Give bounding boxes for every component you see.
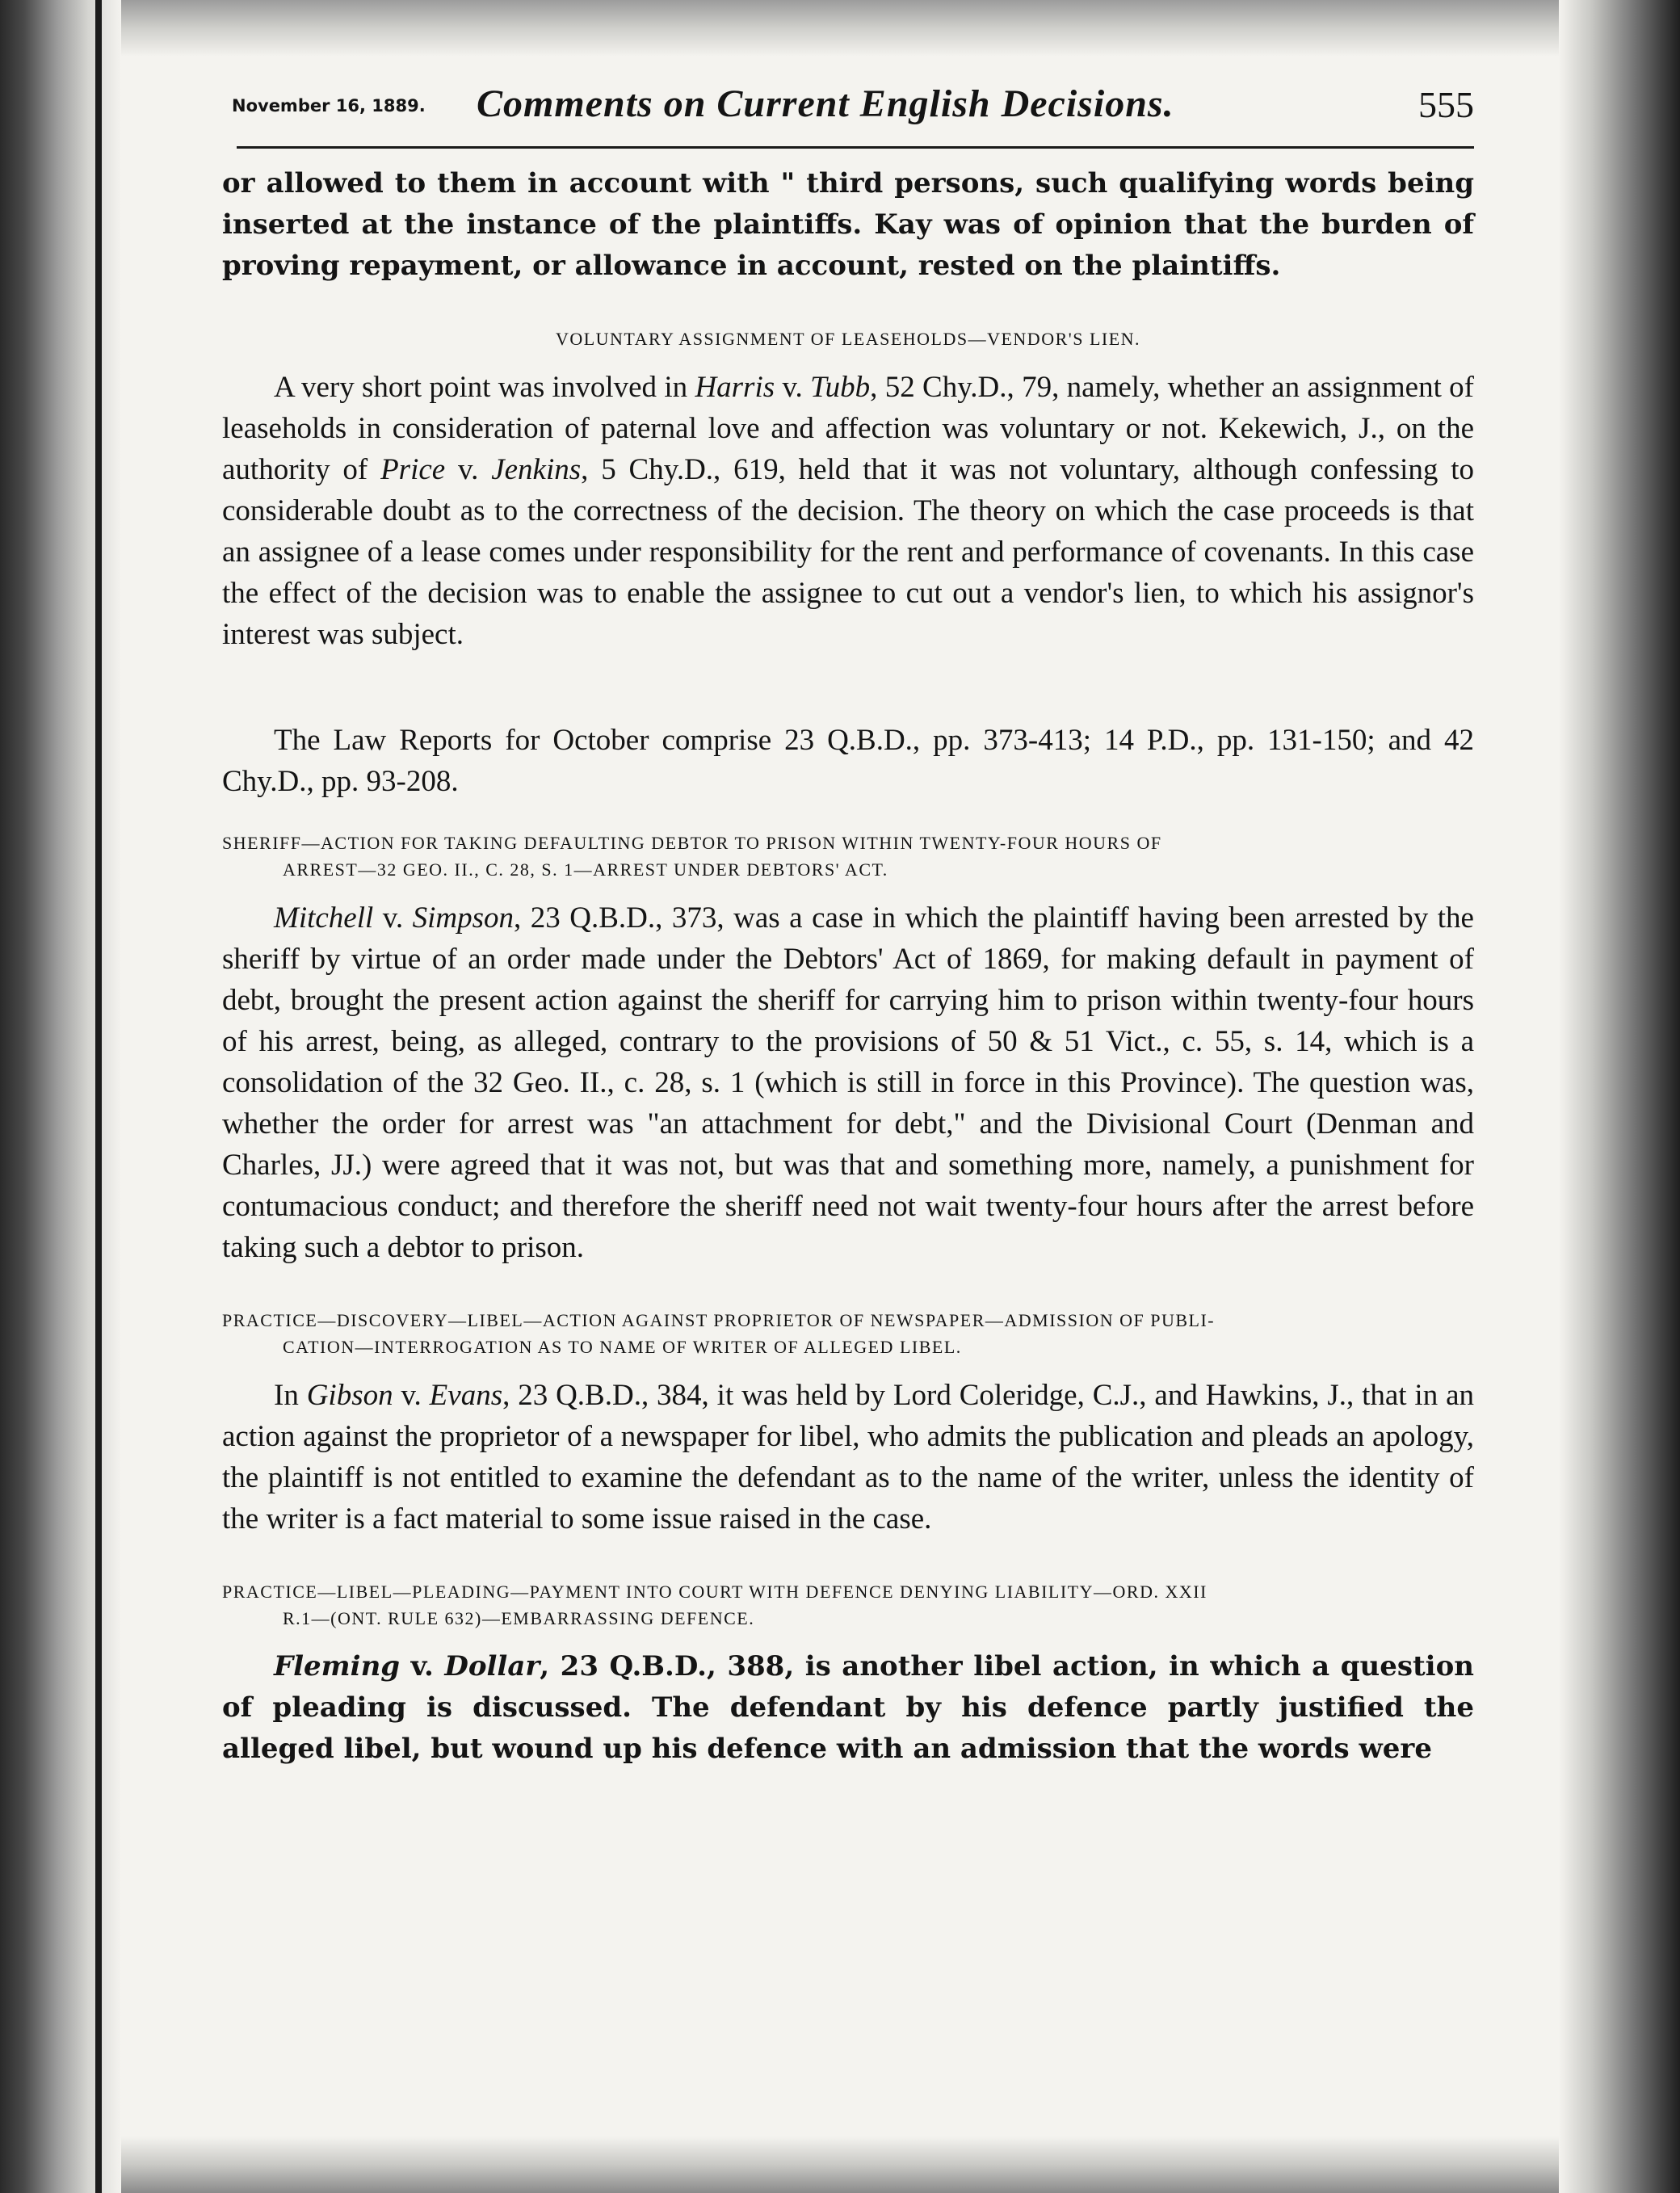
section-heading-discovery: PRACTICE—DISCOVERY—LIBEL—ACTION AGAINST PROPRIETOR OF NEWSPAPER—ADMISSION OF PUBLI- CATION—INTERROGATION AS TO NAME OF WRITER OF ALLEGED LIBEL.: [222, 1310, 1216, 1357]
document-page: [222, 77, 1474, 1770]
section-heading-sheriff: SHERIFF—ACTION FOR TAKING DEFAULTING DEBTOR TO PRISON WITHIN TWENTY-FOUR HOURS OF ARREST—32 GEO. II., C. 28, S. 1—ARREST UNDER DEBTORS' ACT.: [222, 833, 1162, 880]
scan-left-edge: [0, 0, 121, 2193]
scan-top-edge: [0, 0, 1680, 57]
section-heading-leaseholds: VOLUNTARY ASSIGNMENT OF LEASEHOLDS—VENDOR'S LIEN.: [555, 329, 1141, 349]
running-head-date: November 16, 1889.: [232, 96, 426, 116]
paragraph-law-reports: The Law Reports for October comprise 23 Q.B.D., pp. 373-413; 14 P.D., pp. 131-150; and 42 Chy.D., pp. 93-208.: [222, 724, 1474, 798]
running-head-title: Comments on Current English Decisions.: [477, 82, 1174, 125]
page-number: 555: [1418, 84, 1474, 125]
running-head: [222, 77, 1474, 141]
section-heading-pleading: PRACTICE—LIBEL—PLEADING—PAYMENT INTO COURT WITH DEFENCE DENYING LIABILITY—ORD. XXII R.1—(ONT. RULE 632)—EMBARRASSING DEFENCE.: [222, 1582, 1208, 1628]
scan-right-edge: [1559, 0, 1680, 2193]
header-rule: [237, 146, 1474, 149]
opening-paragraph: or allowed to them in account with " third persons, such qualifying words being inserted at the instance of the plaintiffs. Kay was of opinion that the burden of proving repayment, or allowance in account, rested on the plaintiffs.: [222, 167, 1474, 282]
scan-binding-line: [95, 0, 102, 2193]
paragraph-harris-v-tubb: A very short point was involved in Harris v. Tubb, 52 Chy.D., 79, namely, whether an assignment of leaseholds in consideration of paternal love and affection was voluntary or not. Kekewich, J., on the authority of Price v. Jenkins, 5 Chy.D., 619, held that it was not voluntary, although confessing to considerable doubt as to the correctness of the decision. The theory on which the case proceeds is that an assignee of a lease comes under responsibility for the rent and performance of covenants. In this case the effect of the decision was to enable the assignee to cut out a vendor's lien, to which his assignor's interest was subject.: [222, 371, 1474, 651]
paragraph-fleming-v-dollar: Fleming v. Dollar, 23 Q.B.D., 388, is another libel action, in which a question of pleading is discussed. The defendant by his defence partly justified the alleged libel, but wound up his defence with an admission that the words were: [222, 1650, 1474, 1765]
scan-bottom-edge: [0, 2136, 1680, 2193]
body-text: [222, 163, 1474, 1770]
paragraph-mitchell-v-simpson: Mitchell v. Simpson, 23 Q.B.D., 373, was a case in which the plaintiff having been arrested by the sheriff by virtue of an order made under the Debtors' Act of 1869, for making default in payment of debt, brought the present action against the sheriff for carrying him to prison within twenty-four hours of his arrest, being, as alleged, contrary to the provisions of 50 & 51 Vict., c. 55, s. 14, which is a consolidation of the 32 Geo. II., c. 28, s. 1 (which is still in force in this Province). The question was, whether the order for arrest was "an attachment for debt," and the Divisional Court (Denman and Charles, JJ.) were agreed that it was not, but was that and something more, namely, a punishment for contumacious conduct; and therefore the sheriff need not wait twenty-four hours after the arrest before taking such a debtor to prison.: [222, 901, 1474, 1264]
paragraph-gibson-v-evans: In Gibson v. Evans, 23 Q.B.D., 384, it was held by Lord Coleridge, C.J., and Hawkins, J., that in an action against the proprietor of a newspaper for libel, who admits the publication and pleads an apology, the plaintiff is not entitled to examine the defendant as to the name of the writer, unless the identity of the writer is a fact material to some issue raised in the case.: [222, 1379, 1474, 1536]
